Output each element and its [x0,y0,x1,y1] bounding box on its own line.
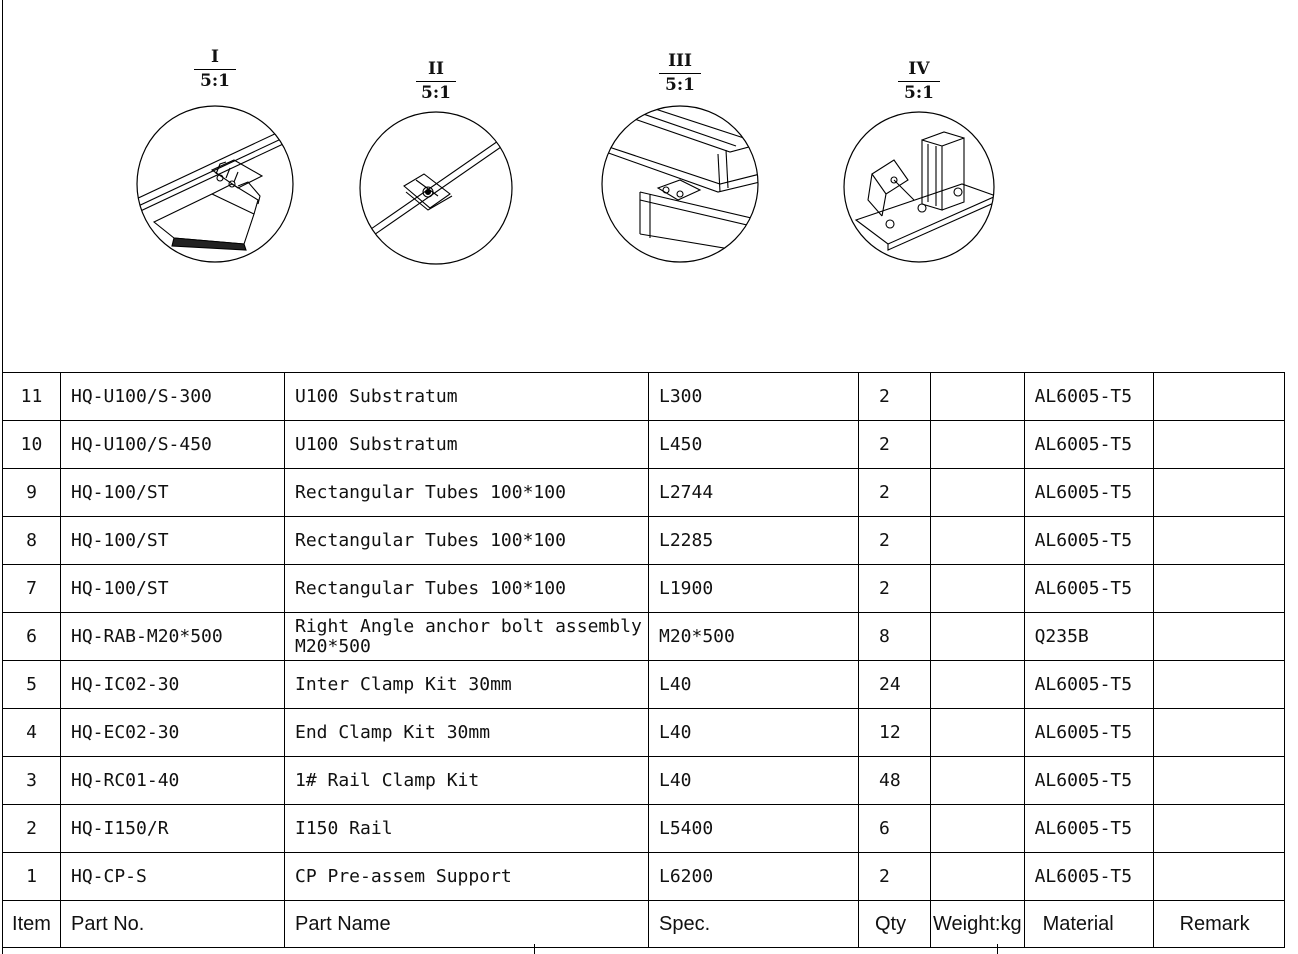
cell-item: 11 [3,373,61,421]
header-qty: Qty [859,901,931,948]
cell-material: AL6005-T5 [1024,421,1153,469]
cell-part-name: 1# Rail Clamp Kit [285,757,649,805]
cell-weight [931,613,1025,661]
bom-row [3,709,1285,757]
cell-part-name: U100 Substratum [285,373,649,421]
cell-qty: 2 [859,421,931,469]
label-divider [194,69,236,70]
frame-tick [534,944,535,954]
bom-row [3,469,1285,517]
header-spec: Spec. [649,901,859,948]
cell-remark [1153,613,1284,661]
cell-part-no: HQ-RAB-M20*500 [61,613,285,661]
cell-weight [931,853,1025,901]
cell-spec: L2285 [649,517,859,565]
cell-item: 9 [3,469,61,517]
header-part-no: Part No. [61,901,285,948]
detail-view-iv [842,60,996,264]
cell-part-no: HQ-100/ST [61,565,285,613]
header-part-name: Part Name [285,901,649,948]
cell-item: 7 [3,565,61,613]
cell-part-no: HQ-U100/S-300 [61,373,285,421]
detail-view-ii [358,60,514,266]
cell-part-no: HQ-100/ST [61,517,285,565]
cell-weight [931,517,1025,565]
bom-row [3,805,1285,853]
cell-part-no: HQ-CP-S [61,853,285,901]
bom-header-row [3,901,1285,948]
cell-material: AL6005-T5 [1024,757,1153,805]
cell-remark [1153,565,1284,613]
cell-remark [1153,805,1284,853]
detail-scale: 5:1 [200,71,230,91]
cell-weight [931,469,1025,517]
cell-spec: L450 [649,421,859,469]
cell-part-no: HQ-RC01-40 [61,757,285,805]
cell-spec: L5400 [649,805,859,853]
label-divider [898,81,940,82]
bom-row [3,757,1285,805]
cell-part-name: I150 Rail [285,805,649,853]
detail-scale: 5:1 [421,83,451,103]
cell-item: 1 [3,853,61,901]
cell-item: 4 [3,709,61,757]
cell-material: AL6005-T5 [1024,805,1153,853]
cell-material: AL6005-T5 [1024,853,1153,901]
header-material: Material [1024,901,1153,948]
cell-material: AL6005-T5 [1024,709,1153,757]
bom-row [3,853,1285,901]
cell-qty: 2 [859,469,931,517]
cell-weight [931,373,1025,421]
header-remark: Remark [1153,901,1284,948]
bom-row [3,613,1285,661]
detail-scale: 5:1 [665,75,695,95]
frame-tick [997,944,998,954]
cell-qty: 24 [859,661,931,709]
bom-row [3,565,1285,613]
cell-part-no: HQ-100/ST [61,469,285,517]
cell-remark [1153,373,1284,421]
cell-item: 10 [3,421,61,469]
detail-views [0,0,1298,372]
cell-weight [931,661,1025,709]
cell-remark [1153,517,1284,565]
detail-drawing-iv [842,110,996,264]
cell-qty: 2 [859,565,931,613]
cell-item: 6 [3,613,61,661]
cell-qty: 2 [859,373,931,421]
cell-remark [1153,421,1284,469]
cell-qty: 2 [859,517,931,565]
cell-part-name: Rectangular Tubes 100*100 [285,469,649,517]
bom-row [3,421,1285,469]
cell-part-no: HQ-I150/R [61,805,285,853]
cell-material: Q235B [1024,613,1153,661]
cell-spec: L300 [649,373,859,421]
cell-spec: M20*500 [649,613,859,661]
detail-view-iii [600,52,760,264]
cell-part-name: Rectangular Tubes 100*100 [285,565,649,613]
bom-row [3,517,1285,565]
cell-qty: 48 [859,757,931,805]
detail-label: II [428,59,444,79]
cell-weight [931,805,1025,853]
cell-item: 3 [3,757,61,805]
cell-spec: L6200 [649,853,859,901]
cell-weight [931,421,1025,469]
cell-spec: L2744 [649,469,859,517]
cell-part-name: U100 Substratum [285,421,649,469]
detail-label: I [211,47,219,67]
cell-qty: 12 [859,709,931,757]
cell-part-name: CP Pre-assem Support [285,853,649,901]
cell-remark [1153,853,1284,901]
bom-row [3,661,1285,709]
label-divider [659,73,701,74]
header-item: Item [3,901,61,948]
cell-item: 2 [3,805,61,853]
bom-table [2,372,1285,948]
cell-part-name: Inter Clamp Kit 30mm [285,661,649,709]
detail-label: III [668,51,692,71]
cell-part-no: HQ-IC02-30 [61,661,285,709]
detail-drawing-iii [600,104,760,264]
label-divider [416,81,456,82]
cell-part-no: HQ-U100/S-450 [61,421,285,469]
cell-part-name: End Clamp Kit 30mm [285,709,649,757]
cell-item: 8 [3,517,61,565]
cell-material: AL6005-T5 [1024,661,1153,709]
cell-remark [1153,661,1284,709]
cell-spec: L40 [649,709,859,757]
cell-part-name: Right Angle anchor bolt assembly M20*500 [285,613,649,661]
cell-material: AL6005-T5 [1024,517,1153,565]
detail-view-i [134,48,296,264]
cell-spec: L40 [649,757,859,805]
cell-material: AL6005-T5 [1024,373,1153,421]
cell-weight [931,709,1025,757]
bom-row [3,373,1285,421]
cell-part-name: Rectangular Tubes 100*100 [285,517,649,565]
detail-label: IV [908,59,930,79]
detail-drawing-ii [358,110,514,266]
cell-qty: 6 [859,805,931,853]
cell-material: AL6005-T5 [1024,469,1153,517]
cell-item: 5 [3,661,61,709]
cell-remark [1153,757,1284,805]
cell-weight [931,565,1025,613]
cell-qty: 8 [859,613,931,661]
cell-weight [931,757,1025,805]
header-weight: Weight:kg [931,901,1025,948]
cell-remark [1153,469,1284,517]
cell-remark [1153,709,1284,757]
cell-spec: L1900 [649,565,859,613]
cell-part-no: HQ-EC02-30 [61,709,285,757]
detail-drawing-i [134,104,296,264]
cell-material: AL6005-T5 [1024,565,1153,613]
detail-scale: 5:1 [904,83,934,103]
cell-qty: 2 [859,853,931,901]
cell-spec: L40 [649,661,859,709]
